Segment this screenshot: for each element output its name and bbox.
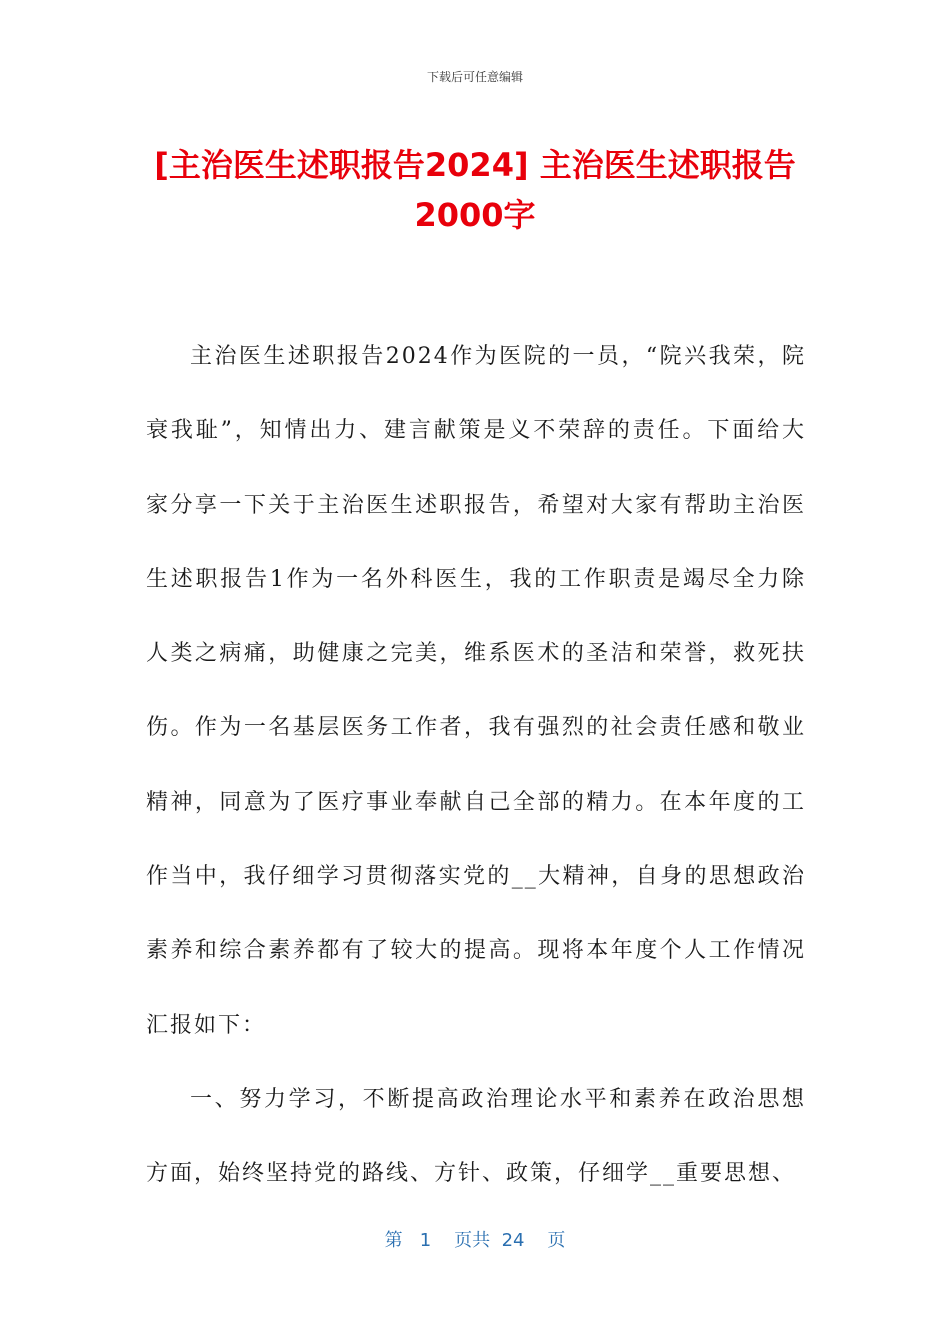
paragraph: 主治医生述职报告2024作为医院的一员，“院兴我荣，院衰我耻”，知情出力、建言献策是义不荣辞的责任。下面给大家分享一下关于主治医生述职报告，希望对大家有帮助主治医生述职报告1作为一名外科医生，我的工作职责是竭尽全力除人类之病痛，助健康之完美，维系医术的圣洁和荣誉，救死扶伤。作为一名基层医务工作者，我有强烈的社会责任感和敬业精神，同意为了医疗事业奉献自己全部的精力。在本年度的工作当中，我仔细学习贯彻落实党的__大精神，自身的思想政治素养和综合素养都有了较大的提高。现将本年度个人工作情况汇报如下：	[146, 344, 806, 1038]
paragraph: 一、努力学习，不断提高政治理论水平和素养在政治思想方面，始终坚持党的路线、方针、政策，仔细学__重要思想、	[146, 1086, 806, 1187]
document-body	[146, 320, 806, 1212]
footer-middle: 页共	[454, 1230, 491, 1251]
current-page-number: 1	[419, 1230, 432, 1251]
total-pages-number: 24	[501, 1230, 525, 1251]
page-footer	[0, 1226, 950, 1252]
title-line-2: 2000字	[414, 196, 536, 234]
title-line-1: [主治医生述职报告2024] 主治医生述职报告	[154, 146, 796, 184]
header-note: 下载后可任意编辑	[426, 70, 523, 84]
document-title	[120, 140, 830, 240]
footer-prefix: 第	[384, 1230, 403, 1251]
footer-suffix: 页	[547, 1230, 566, 1251]
